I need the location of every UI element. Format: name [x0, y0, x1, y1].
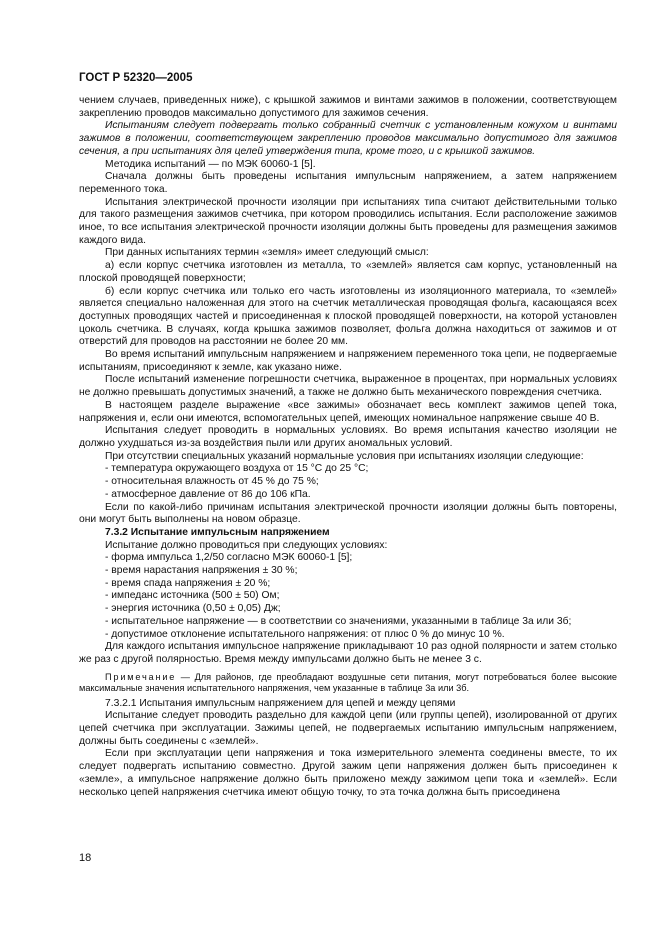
note-text: — Для районов, где преобладают воздушные сети питания, могут потребоваться более высокие максимальные значения испытательного напряжения, чем указанные в таблице 3а или 3б.	[79, 671, 617, 694]
document-header: ГОСТ Р 52320—2005	[79, 72, 193, 84]
paragraph: В настоящем разделе выражение «все зажимы» обозначает весь комплект зажимов цепей тока, напряжения и, если они имеются, вспомогательных цепей, имеющих номинальное напряжение свыше 40 В.	[79, 399, 617, 424]
list-item: - атмосферное давление от 86 до 106 кПа.	[105, 488, 311, 500]
paragraph: Испытания электрической прочности изоляции при испытаниях типа считают действительными только для такого размещения зажимов счетчика, при котором проводились испытания. Если расположение зажимов иное, то все испытания электрической прочности изоляции должны быть проведены для размещения зажимов каждого вида.	[79, 196, 617, 246]
list-item: а) если корпус счетчика изготовлен из металла, то «землей» является сам корпус, установленный на плоской проводящей поверхности;	[79, 260, 617, 284]
document-body	[79, 95, 617, 799]
page-number: 18	[79, 852, 92, 864]
note-label: Примечание	[105, 671, 177, 682]
paragraph: чением случаев, приведенных ниже), с крышкой зажимов и винтами зажимов в положении, соответствующем закреплению проводов максимально допустимого для зажимов сечения.	[79, 95, 617, 119]
list-item: - время спада напряжения ± 20 %;	[105, 577, 271, 589]
paragraph: После испытаний изменение погрешности счетчика, выраженное в процентах, при нормальных условиях не должно превышать допустимых значений, а также не должно быть механического повреждения счетчика.	[79, 374, 617, 399]
paragraph: Испытания следует проводить в нормальных условиях. Во время испытания качество изоляции не должно ухудшаться из-за воздействия пыли или других аномальных условий.	[79, 425, 617, 449]
list-item: - испытательное напряжение — в соответствии со значениями, указанными в таблице 3а или 3б;	[105, 615, 572, 627]
list-item: - допустимое отклонение испытательного напряжения: от плюс 0 % до минус 10 %.	[105, 628, 505, 640]
list-item: - форма импульса 1,2/50 согласно МЭК 60060-1 [5];	[105, 552, 353, 564]
subsection-heading: 7.3.2.1 Испытания импульсным напряжением для цепей и между цепями	[105, 697, 456, 709]
paragraph: При данных испытаниях термин «земля» имеет следующий смысл:	[105, 247, 429, 259]
note	[79, 672, 617, 695]
list-item: б) если корпус счетчика или только его часть изготовлены из изоляционного материала, то «землей» является специально наложенная для этого на счетчик металлическая проводящая фольга, касающаяся всех доступных проводящих частей и присоединенная к плоской проводящей поверхности, на которой установлен цоколь счетчика. В случаях, когда крышка зажимов позволяет, фольга должна находиться от зажимов и от отверстий для проводов на расстоянии не более 20 мм.	[79, 285, 617, 348]
list-item: - импеданс источника (500 ± 50) Ом;	[105, 590, 280, 602]
paragraph: Испытаниям следует подвергать только собранный счетчик с установленным кожухом и винтами зажимов в положении, соответствующем закреплению проводов максимально допустимого для зажимов сечения, а при испытаниях для целей утверждения типа, кроме того, и с крышкой зажимов.	[79, 120, 617, 157]
list-item: - температура окружающего воздуха от 15 °С до 25 °С;	[105, 463, 369, 475]
list-item: - время нарастания напряжения ± 30 %;	[105, 565, 298, 577]
paragraph: Испытание должно проводиться при следующих условиях:	[105, 539, 388, 551]
paragraph: Если при эксплуатации цепи напряжения и тока измерительного элемента соединены вместе, то их следует подвергать испытанию совместно. Другой зажим цепи напряжения должен быть присоединен к «земле», а импульсное напряжение должно быть приложено между зажимом цепи тока и «землей». Если несколько цепей напряжения счетчика имеют общую точку, то эта точка должна быть присоединена	[79, 748, 617, 798]
list-item: - относительная влажность от 45 % до 75 %;	[105, 476, 319, 488]
paragraph: Если по какой-либо причинам испытания электрической прочности изоляции должны быть повторены, они могут быть выполнены на новом образце.	[79, 501, 617, 526]
paragraph: Испытание следует проводить раздельно для каждой цепи (или группы цепей), изолированной от других цепей счетчика при эксплуатации. Зажимы цепей, не подвергаемых испытанию импульсным напряжением, должны быть соединены с «землей».	[79, 710, 617, 747]
list-item: - энергия источника (0,50 ± 0,05) Дж;	[105, 603, 281, 615]
paragraph: Во время испытаний импульсным напряжением и напряжением переменного тока цепи, не подвергаемые испытаниям, присоединяют к земле, как указано ниже.	[79, 349, 617, 373]
section-heading: 7.3.2 Испытание импульсным напряжением	[105, 526, 330, 538]
paragraph: Для каждого испытания импульсное напряжение прикладывают 10 раз одной полярности и затем столько же раз с другой полярностью. Время между импульсами должно быть не менее 3 с.	[79, 641, 617, 665]
paragraph: Методика испытаний — по МЭК 60060-1 [5].	[105, 158, 316, 170]
paragraph: При отсутствии специальных указаний нормальные условия при испытаниях изоляции следующие:	[105, 450, 584, 462]
paragraph: Сначала должны быть проведены испытания импульсным напряжением, а затем напряжением переменного тока.	[79, 171, 617, 195]
